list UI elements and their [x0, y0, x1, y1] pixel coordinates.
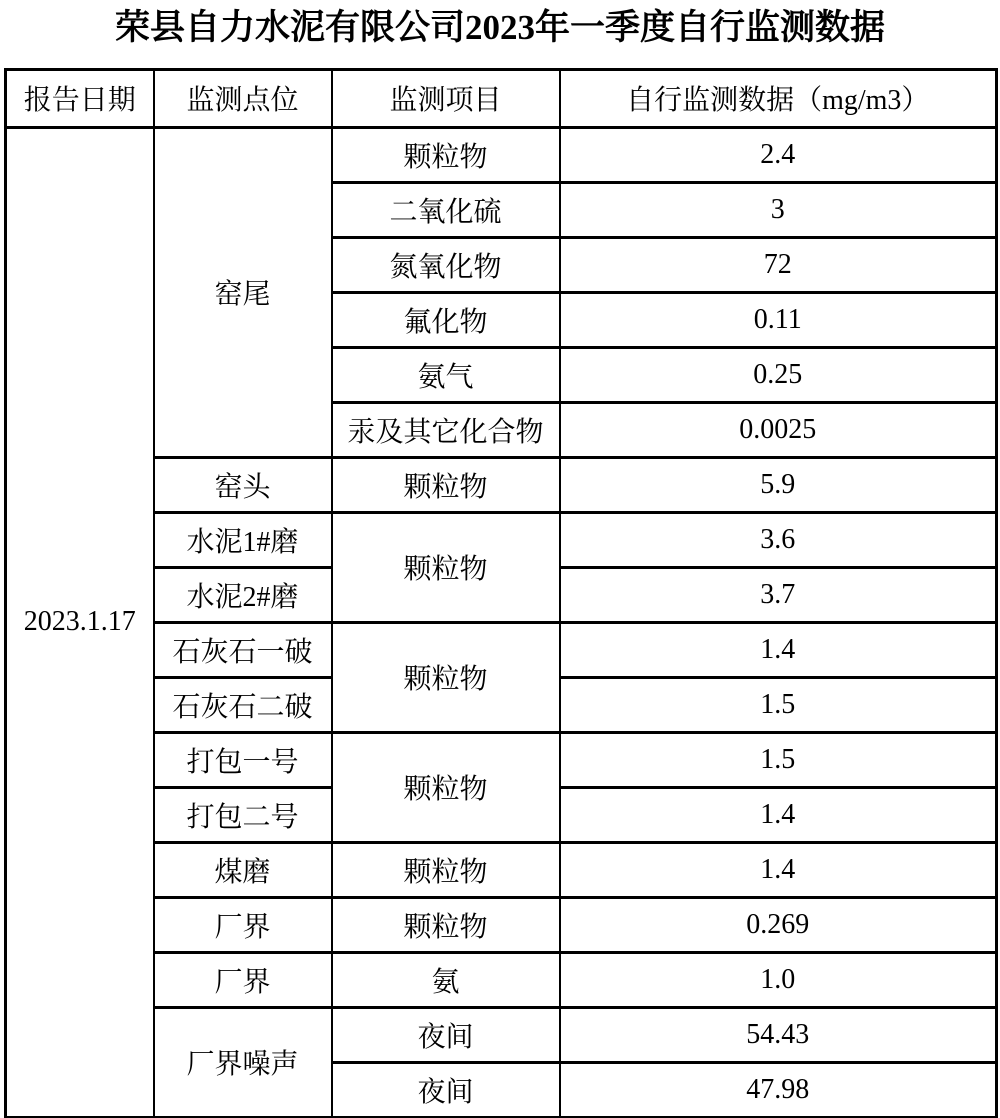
monitoring-point-cell: 厂界噪声 — [154, 1007, 332, 1117]
table-row — [6, 842, 997, 897]
monitoring-item-cell: 颗粒物 — [332, 897, 560, 952]
monitoring-point-cell: 打包一号 — [154, 732, 332, 787]
report-date-cell: 2023.1.17 — [6, 127, 154, 1117]
monitoring-item-cell: 颗粒物 — [332, 842, 560, 897]
monitoring-item-cell: 颗粒物 — [332, 622, 560, 732]
monitoring-item-cell: 夜间 — [332, 1007, 560, 1062]
value-cell: 0.25 — [560, 347, 997, 402]
page-title: 荣县自力水泥有限公司2023年一季度自行监测数据 — [114, 8, 885, 47]
monitoring-point-cell: 煤磨 — [154, 842, 332, 897]
monitoring-point-cell: 厂界 — [154, 897, 332, 952]
monitoring-point-cell: 石灰石一破 — [154, 622, 332, 677]
column-header: 自行监测数据（mg/m3） — [560, 69, 997, 127]
value-cell: 3.6 — [560, 512, 997, 567]
value-cell: 1.4 — [560, 787, 997, 842]
value-cell: 1.5 — [560, 677, 997, 732]
table-row — [6, 622, 997, 677]
value-cell: 0.11 — [560, 292, 997, 347]
monitoring-item-cell: 汞及其它化合物 — [332, 402, 560, 457]
value-cell: 1.4 — [560, 842, 997, 897]
column-header: 报告日期 — [6, 69, 154, 127]
monitoring-point-cell: 打包二号 — [154, 787, 332, 842]
monitoring-item-cell: 颗粒物 — [332, 457, 560, 512]
table-row — [6, 127, 997, 182]
value-cell: 2.4 — [560, 127, 997, 182]
table-row — [6, 1007, 997, 1062]
table-body — [6, 127, 997, 1117]
table-row — [6, 457, 997, 512]
column-header: 监测点位 — [154, 69, 332, 127]
monitoring-item-cell: 氮氧化物 — [332, 237, 560, 292]
value-cell: 3.7 — [560, 567, 997, 622]
monitoring-point-cell: 石灰石二破 — [154, 677, 332, 732]
table-row — [6, 897, 997, 952]
monitoring-item-cell: 夜间 — [332, 1062, 560, 1117]
monitoring-data-table — [4, 68, 998, 1118]
monitoring-item-cell: 颗粒物 — [332, 127, 560, 182]
monitoring-item-cell: 氨气 — [332, 347, 560, 402]
value-cell: 0.0025 — [560, 402, 997, 457]
monitoring-point-cell: 厂界 — [154, 952, 332, 1007]
value-cell: 54.43 — [560, 1007, 997, 1062]
value-cell: 0.269 — [560, 897, 997, 952]
monitoring-item-cell: 颗粒物 — [332, 732, 560, 842]
table-row — [6, 512, 997, 567]
value-cell: 72 — [560, 237, 997, 292]
value-cell: 1.5 — [560, 732, 997, 787]
column-header: 监测项目 — [332, 69, 560, 127]
monitoring-point-cell: 水泥2#磨 — [154, 567, 332, 622]
monitoring-point-cell: 窑尾 — [154, 127, 332, 457]
monitoring-item-cell: 颗粒物 — [332, 512, 560, 622]
header-row — [6, 69, 997, 127]
value-cell: 1.0 — [560, 952, 997, 1007]
monitoring-point-cell: 窑头 — [154, 457, 332, 512]
monitoring-item-cell: 氟化物 — [332, 292, 560, 347]
table-row — [6, 952, 997, 1007]
monitoring-item-cell: 二氧化硫 — [332, 182, 560, 237]
value-cell: 3 — [560, 182, 997, 237]
value-cell: 47.98 — [560, 1062, 997, 1117]
monitoring-item-cell: 氨 — [332, 952, 560, 1007]
table-row — [6, 732, 997, 787]
monitoring-point-cell: 水泥1#磨 — [154, 512, 332, 567]
value-cell: 1.4 — [560, 622, 997, 677]
value-cell: 5.9 — [560, 457, 997, 512]
